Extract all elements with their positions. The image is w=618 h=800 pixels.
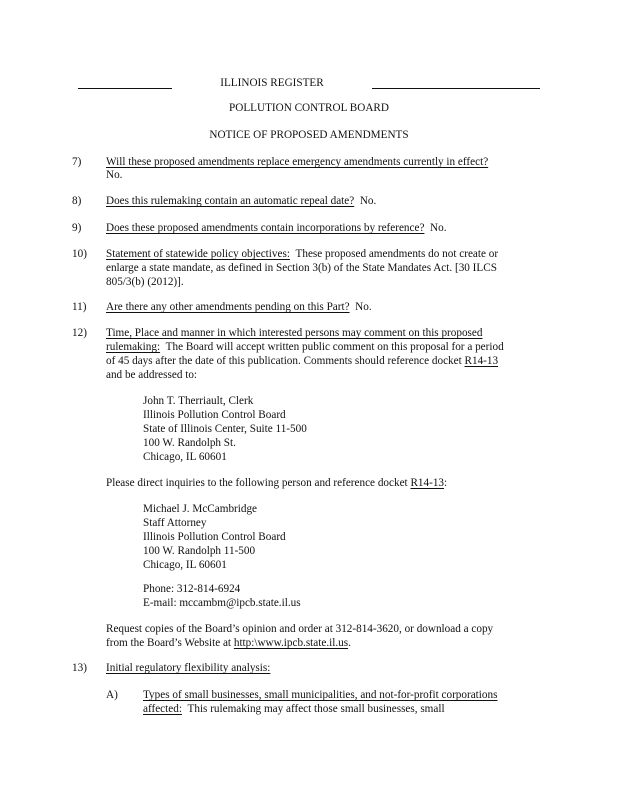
register-title: ILLINOIS REGISTER (220, 77, 324, 89)
item-8-line (106, 194, 376, 208)
item-10-line-2: enlarge a state mandate, as defined in Section 3(b) of the State Mandates Act. [30 ILCS (106, 262, 497, 274)
item-8-question: Does this rulemaking contain an automatic repeal date? (106, 195, 355, 207)
item-9-question: Does these proposed amendments contain incorporations by reference? (106, 222, 425, 234)
header-rule-right (372, 88, 540, 89)
inquiries-text: Please direct inquiries to the following person and reference docket (106, 477, 411, 489)
item-8-answer: No. (359, 195, 377, 207)
item-7-number: 7) (72, 156, 82, 168)
item-13a-heading-line-2: affected: (143, 703, 182, 715)
request-line-1: Request copies of the Board’s opinion and order at 312-814-3620, or download a copy (106, 623, 494, 635)
item-10-line-3: 805/3(b) (2012)]. (106, 276, 184, 288)
item-7-answer: No. (106, 169, 123, 181)
inquiries-docket: R14-13 (410, 477, 445, 489)
item-13a-heading-line-1: Types of small businesses, small municipalities, and not-for-profit corporations (143, 689, 498, 701)
contact-line-3: Illinois Pollution Control Board (143, 531, 286, 543)
item-12-docket: R14-13 (464, 355, 499, 367)
item-7-question: Will these proposed amendments replace emergency amendments currently in effect? (106, 156, 489, 168)
contact-line-4: 100 W. Randolph 11-500 (143, 545, 256, 557)
item-13a-line-2 (143, 702, 445, 716)
header-rule-left (78, 88, 172, 89)
board-website-link[interactable]: http:\www.ipcb.state.il.us (233, 637, 349, 649)
item-11-question: Are there any other amendments pending on this Part? (106, 301, 350, 313)
inquiries-line (106, 476, 447, 490)
item-8-number: 8) (72, 195, 82, 207)
item-12-heading-line-2: rulemaking: (106, 341, 161, 353)
clerk-line-1: John T. Therriault, Clerk (143, 395, 254, 407)
item-13-heading: Initial regulatory flexibility analysis: (106, 662, 271, 674)
request-line-2 (106, 636, 351, 650)
board-title: POLLUTION CONTROL BOARD (229, 102, 389, 114)
item-11-answer: No. (355, 301, 372, 313)
item-9-line (106, 221, 447, 235)
item-11-line (106, 300, 372, 314)
item-13-number: 13) (72, 662, 87, 674)
clerk-line-2: Illinois Pollution Control Board (143, 409, 286, 421)
contact-email: E-mail: mccambm@ipcb.state.il.us (143, 597, 301, 609)
notice-title: NOTICE OF PROPOSED AMENDMENTS (209, 129, 409, 141)
item-12-text-2: The Board will accept written public comment on this proposal for a period (165, 341, 504, 353)
item-9-number: 9) (72, 222, 82, 234)
item-11-number: 11) (72, 301, 87, 313)
clerk-line-4: 100 W. Randolph St. (143, 437, 236, 449)
item-13a-text-2: This rulemaking may affect those small businesses, small (187, 703, 445, 715)
item-12-line-4: and be addressed to: (106, 369, 198, 381)
request-period: . (348, 637, 351, 649)
contact-line-2: Staff Attorney (143, 517, 207, 529)
request-text-2: from the Board’s Website at (106, 637, 234, 649)
item-12-number: 12) (72, 327, 87, 339)
item-10-line-1 (106, 247, 498, 261)
item-12-line-2 (106, 340, 504, 354)
contact-line-5: Chicago, IL 60601 (143, 559, 227, 571)
item-12-line-3 (106, 354, 498, 368)
item-12-text-3: of 45 days after the date of this publication. Comments should reference docket (106, 355, 465, 367)
contact-line-1: Michael J. McCambridge (143, 503, 258, 515)
clerk-line-3: State of Illinois Center, Suite 11-500 (143, 423, 307, 435)
item-13a-label: A) (106, 689, 118, 701)
item-12-heading-line-1: Time, Place and manner in which interested persons may comment on this proposed (106, 327, 483, 339)
item-10-heading: Statement of statewide policy objectives: (106, 248, 290, 260)
item-10-number: 10) (72, 248, 87, 260)
contact-phone: Phone: 312-814-6924 (143, 583, 241, 595)
item-9-answer: No. (430, 222, 447, 234)
item-10-text-1: These proposed amendments do not create or (295, 248, 499, 260)
clerk-line-5: Chicago, IL 60601 (143, 451, 227, 463)
inquiries-colon: : (444, 477, 448, 489)
